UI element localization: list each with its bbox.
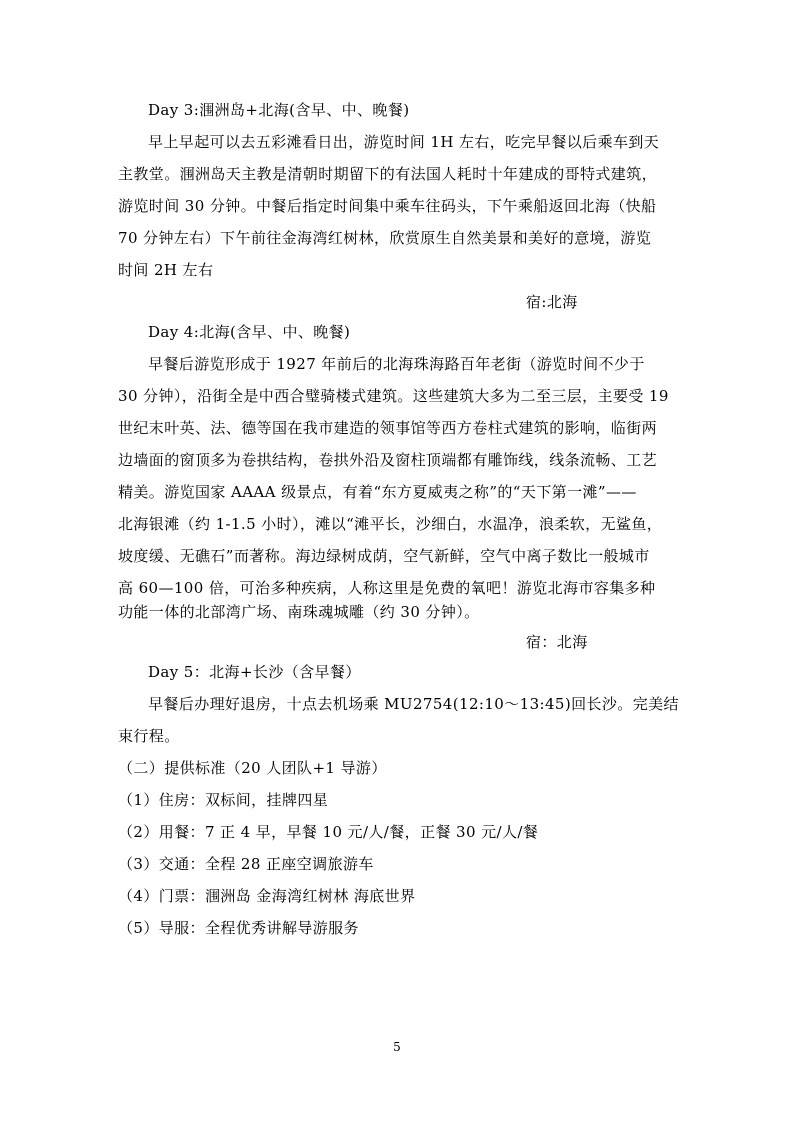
day4-line-4: 边墙面的窗顶多为卷拱结构，卷拱外沿及窗柱顶端都有雕饰线，线条流畅、工艺	[118, 451, 658, 469]
day4-line-1: 早餐后游览形成于 1927 年前后的北海珠海路百年老街（游览时间不少于	[148, 355, 645, 373]
day4-line-7: 坡度缓、无礁石”而著称。海边绿树成荫，空气新鲜，空气中离子数比一般城市	[118, 547, 650, 565]
standard-item-meals: （2）用餐：7 正 4 早，早餐 10 元/人/餐，正餐 30 元/人/餐	[118, 823, 539, 841]
standard-item-transport: （3）交通：全程 28 正座空调旅游车	[118, 855, 374, 873]
day5-line-1: 早餐后办理好退房，十点去机场乘 MU2754(12:10～13:45)回长沙。完美结	[148, 695, 679, 713]
day3-lodging: 宿:北海	[526, 293, 578, 311]
day5-heading: Day 5：北海+长沙（含早餐）	[148, 663, 361, 681]
day4-line-9: 功能一体的北部湾广场、南珠魂城雕（约 30 分钟）。	[118, 603, 480, 621]
day3-line-1: 早上早起可以去五彩滩看日出，游览时间 1H 左右，吃完早餐以后乘车到天	[148, 133, 660, 151]
day4-lodging: 宿：北海	[526, 633, 588, 651]
day3-line-5: 时间 2H 左右	[118, 261, 214, 279]
day4-line-8: 高 60—100 倍，可治多种疾病，人称这里是免费的氧吧！游览北海市容集多种	[118, 579, 656, 597]
day3-line-4: 70 分钟左右）下午前往金海湾红树林，欣赏原生自然美景和美好的意境，游览	[118, 229, 652, 247]
standards-heading: （二）提供标准（20 人团队+1 导游）	[118, 759, 387, 777]
day4-line-5: 精美。游览国家 AAAA 级景点，有着“东方夏威夷之称”的“天下第一滩”——	[118, 483, 637, 501]
day5-line-2: 束行程。	[118, 727, 180, 745]
page-number: 5	[393, 1040, 401, 1054]
day3-heading: Day 3:涠洲岛+北海(含早、中、晚餐)	[148, 101, 410, 119]
day4-heading: Day 4:北海(含早、中、晚餐)	[148, 323, 351, 341]
day4-line-6: 北海银滩（约 1-1.5 小时），滩以“滩平长，沙细白，水温净，浪柔软，无鲨鱼，	[118, 515, 663, 533]
day3-line-2: 主教堂。涠洲岛天主教是清朝时期留下的有法国人耗时十年建成的哥特式建筑，	[118, 165, 658, 183]
day4-line-3: 世纪末叶英、法、德等国在我市建造的领事馆等西方卷柱式建筑的影响，临街两	[118, 419, 658, 437]
standard-item-lodging: （1）住房：双标间，挂牌四星	[118, 791, 329, 809]
standard-item-tickets: （4）门票：涠洲岛 金海湾红树林 海底世界	[118, 887, 416, 905]
day3-line-3: 游览时间 30 分钟。中餐后指定时间集中乘车往码头，下午乘船返回北海（快船	[118, 197, 657, 215]
standard-item-guide: （5）导服：全程优秀讲解导游服务	[118, 919, 359, 937]
day4-line-2: 30 分钟），沿街全是中西合璧骑楼式建筑。这些建筑大多为二至三层，主要受 19	[118, 387, 669, 405]
